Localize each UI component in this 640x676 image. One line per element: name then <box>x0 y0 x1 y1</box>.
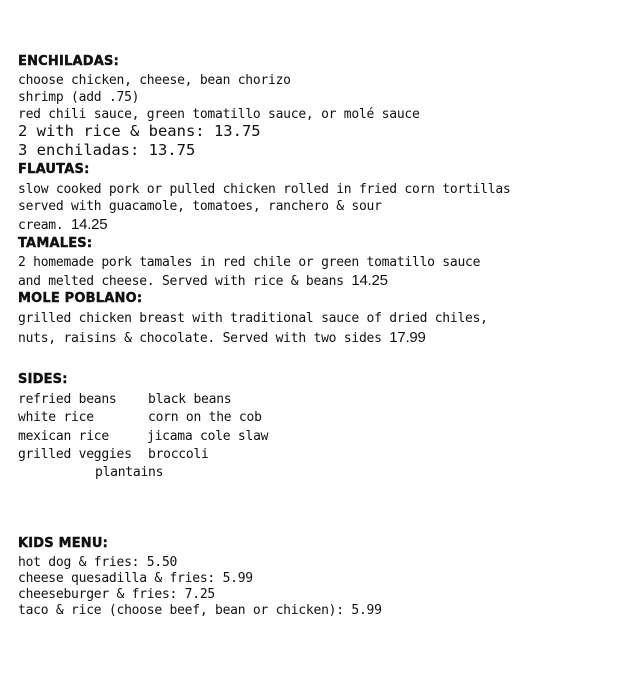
tamales-line: 2 homemade pork tamales in red chile or green tomatillo sauce <box>18 255 481 270</box>
side-item: corn on the cob <box>148 410 262 425</box>
side-item: black beans <box>148 392 232 407</box>
flautas-line: slow cooked pork or pulled chicken rolled in fried corn tortillas <box>18 182 511 197</box>
side-item: white rice <box>18 410 94 425</box>
enchiladas-option: 3 enchiladas: 13.75 <box>18 141 196 159</box>
side-item: refried beans <box>18 392 117 407</box>
enchiladas-option: 2 with rice & beans: 13.75 <box>18 122 261 140</box>
enchiladas-line: choose chicken, cheese, bean chorizo <box>18 73 291 88</box>
tamales-heading: TAMALES: <box>18 236 93 251</box>
flautas-line-with-price <box>18 216 107 233</box>
side-item: grilled veggies <box>18 447 132 462</box>
tamales-line-with-price <box>18 272 388 289</box>
tamales-desc-end: and melted cheese. Served with rice & beans <box>18 274 344 289</box>
side-item: plantains <box>95 465 164 480</box>
mole-poblano-line: grilled chicken breast with traditional sauce of dried chiles, <box>18 311 488 326</box>
mole-poblano-price: 17.99 <box>389 329 426 346</box>
flautas-desc-end: cream. <box>18 218 64 233</box>
mole-poblano-line-with-price <box>18 329 426 346</box>
kids-menu-item: cheese quesadilla & fries: 5.99 <box>18 571 253 586</box>
tamales-price: 14.25 <box>351 272 388 289</box>
flautas-line: served with guacamole, tomatoes, ranchero & sour <box>18 199 382 214</box>
enchiladas-line: shrimp (add .75) <box>18 90 140 105</box>
kids-menu-item: cheeseburger & fries: 7.25 <box>18 587 215 602</box>
mole-poblano-desc-end: nuts, raisins & chocolate. Served with two sides <box>18 331 382 346</box>
mole-poblano-heading: MOLE POBLANO: <box>18 291 143 306</box>
flautas-heading: FLAUTAS: <box>18 162 90 177</box>
enchiladas-heading: ENCHILADAS: <box>18 54 119 69</box>
enchiladas-line: red chili sauce, green tomatillo sauce, or molé sauce <box>18 107 420 122</box>
kids-menu-item: hot dog & fries: 5.50 <box>18 555 178 570</box>
side-item: broccoli <box>148 447 209 462</box>
kids-menu-heading: KIDS MENU: <box>18 536 109 551</box>
kids-menu-item: taco & rice (choose beef, bean or chicken): 5.99 <box>18 603 382 618</box>
flautas-price: 14.25 <box>71 216 108 233</box>
side-item: jicama cole slaw <box>147 429 269 444</box>
side-item: mexican rice <box>18 429 109 444</box>
sides-heading: SIDES: <box>18 372 68 387</box>
